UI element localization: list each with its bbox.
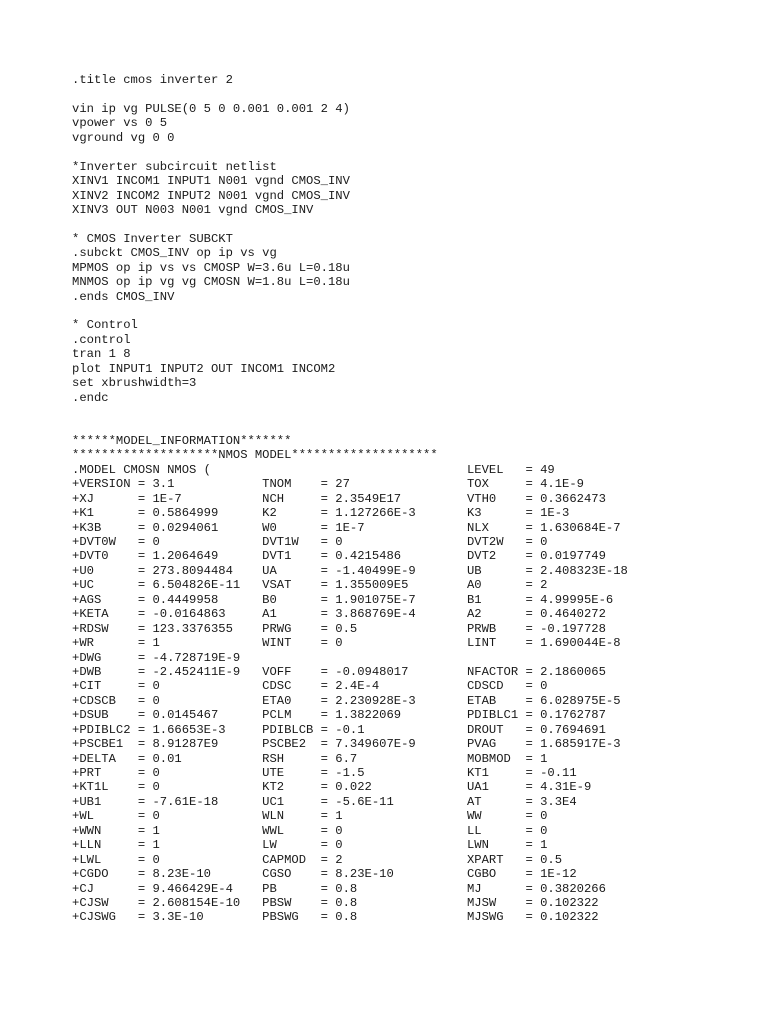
netlist-line: +LLN = 1 LW = 0 LWN = 1 — [72, 838, 548, 853]
netlist-line: .endc — [72, 390, 109, 405]
netlist-line: +DWB = -2.452411E-9 VOFF = -0.0948017 NFACTOR = 2.1860065 — [72, 664, 606, 679]
netlist-line: +PRT = 0 UTE = -1.5 KT1 = -0.11 — [72, 766, 577, 780]
netlist-line: +CGDO = 8.23E-10 CGSO = 8.23E-10 CGBO = 1E-12 — [72, 867, 577, 882]
netlist-line: .subckt CMOS_INV op ip vs vg — [72, 246, 277, 261]
netlist-line: +CDSCB = 0 ETA0 = 2.230928E-3 ETAB = 6.028975E-5 — [72, 693, 621, 708]
netlist-line: +UC = 6.504826E-11 VSAT = 1.355009E5 A0 = 2 — [72, 578, 548, 593]
netlist-line: +PDIBLC2 = 1.66653E-3 PDIBLCB = -0.1 DROUT = 0.7694691 — [72, 722, 606, 737]
netlist-line: vpower vs 0 5 — [72, 116, 168, 131]
netlist-line: XINV1 INCOM1 INPUT1 N001 vgnd CMOS_INV — [72, 174, 350, 189]
netlist-line: MNMOS op ip vg vg CMOSN W=1.8u L=0.18u — [72, 275, 350, 290]
netlist-line: .MODEL CMOSN NMOS ( LEVEL = 49 — [72, 462, 555, 477]
netlist-line: +UB1 = -7.61E-18 UC1 = -5.6E-11 AT = 3.3E4 — [72, 794, 577, 809]
netlist-line: +PSCBE1 = 8.91287E9 PSCBE2 = 7.349607E-9 PVAG = 1.685917E-3 — [72, 737, 621, 752]
netlist-line: +WWN = 1 WWL = 0 LL = 0 — [72, 823, 548, 838]
netlist-line: *Inverter subcircuit netlist — [72, 159, 277, 174]
netlist-line: +K3B = 0.0294061 W0 = 1E-7 NLX = 1.630684E-7 — [72, 520, 621, 535]
netlist-line: +XJ = 1E-7 NCH = 2.3549E17 VTH0 = 0.3662473 — [72, 491, 606, 506]
netlist-line: .control — [72, 332, 131, 347]
netlist-line: +WL = 0 WLN = 1 WW = 0 — [72, 809, 548, 824]
netlist-line — [72, 420, 628, 434]
netlist-line — [72, 405, 628, 419]
netlist-line: MPMOS op ip vs vs CMOSP W=3.6u L=0.18u — [72, 260, 350, 275]
netlist-line — [72, 145, 628, 159]
netlist-line: +DWG = -4.728719E-9 — [72, 650, 241, 665]
netlist-line: +LWL = 0 CAPMOD = 2 XPART = 0.5 — [72, 852, 563, 867]
netlist-line: +CIT = 0 CDSC = 2.4E-4 CDSCD = 0 — [72, 679, 548, 694]
netlist-line — [72, 304, 628, 318]
netlist-line: +KT1L = 0 KT2 = 0.022 UA1 = 4.31E-9 — [72, 780, 592, 795]
netlist-line — [72, 87, 628, 101]
netlist-line: +DVT0W = 0 DVT1W = 0 DVT2W = 0 — [72, 535, 548, 549]
netlist-line: +CJSW = 2.608154E-10 PBSW = 0.8 MJSW = 0.102322 — [72, 895, 599, 910]
netlist-line: +DVT0 = 1.2064649 DVT1 = 0.4215486 DVT2 = 0.0197749 — [72, 549, 606, 564]
netlist-line: plot INPUT1 INPUT2 OUT INCOM1 INCOM2 — [72, 361, 336, 376]
netlist-line: vin ip vg PULSE(0 5 0 0.001 0.001 2 4) — [72, 101, 350, 116]
netlist-line: +CJSWG = 3.3E-10 PBSWG = 0.8 MJSWG = 0.102322 — [72, 910, 599, 925]
netlist-line: XINV3 OUT N003 N001 vgnd CMOS_INV — [72, 202, 314, 217]
netlist-line: .ends CMOS_INV — [72, 289, 175, 304]
netlist-line: * CMOS Inverter SUBCKT — [72, 231, 233, 246]
netlist-line: tran 1 8 — [72, 347, 131, 362]
netlist-line: +DELTA = 0.01 RSH = 6.7 MOBMOD = 1 — [72, 751, 548, 766]
netlist-document — [72, 73, 628, 925]
netlist-line: .title cmos inverter 2 — [72, 73, 233, 87]
netlist-line: +WR = 1 WINT = 0 LINT = 1.690044E-8 — [72, 636, 621, 651]
netlist-line: +KETA = -0.0164863 A1 = 3.868769E-4 A2 = 0.4640272 — [72, 607, 606, 622]
netlist-line: XINV2 INCOM2 INPUT2 N001 vgnd CMOS_INV — [72, 188, 350, 203]
netlist-line: vground vg 0 0 — [72, 130, 175, 145]
netlist-line: +DSUB = 0.0145467 PCLM = 1.3822069 PDIBLC1 = 0.1762787 — [72, 708, 606, 723]
netlist-line: +AGS = 0.4449958 B0 = 1.901075E-7 B1 = 4.99995E-6 — [72, 592, 614, 607]
netlist-line — [72, 217, 628, 231]
netlist-line: ********************NMOS MODEL******************** — [72, 448, 438, 463]
netlist-line: +CJ = 9.466429E-4 PB = 0.8 MJ = 0.3820266 — [72, 881, 606, 896]
netlist-line: +VERSION = 3.1 TNOM = 27 TOX = 4.1E-9 — [72, 477, 584, 492]
netlist-line: +U0 = 273.8094484 UA = -1.40499E-9 UB = 2.408323E-18 — [72, 563, 628, 578]
netlist-line: ******MODEL_INFORMATION******* — [72, 433, 292, 448]
netlist-line: +K1 = 0.5864999 K2 = 1.127266E-3 K3 = 1E-3 — [72, 506, 570, 521]
netlist-line: set xbrushwidth=3 — [72, 376, 197, 391]
netlist-line: +RDSW = 123.3376355 PRWG = 0.5 PRWB = -0.197728 — [72, 621, 606, 636]
netlist-line: * Control — [72, 318, 138, 333]
